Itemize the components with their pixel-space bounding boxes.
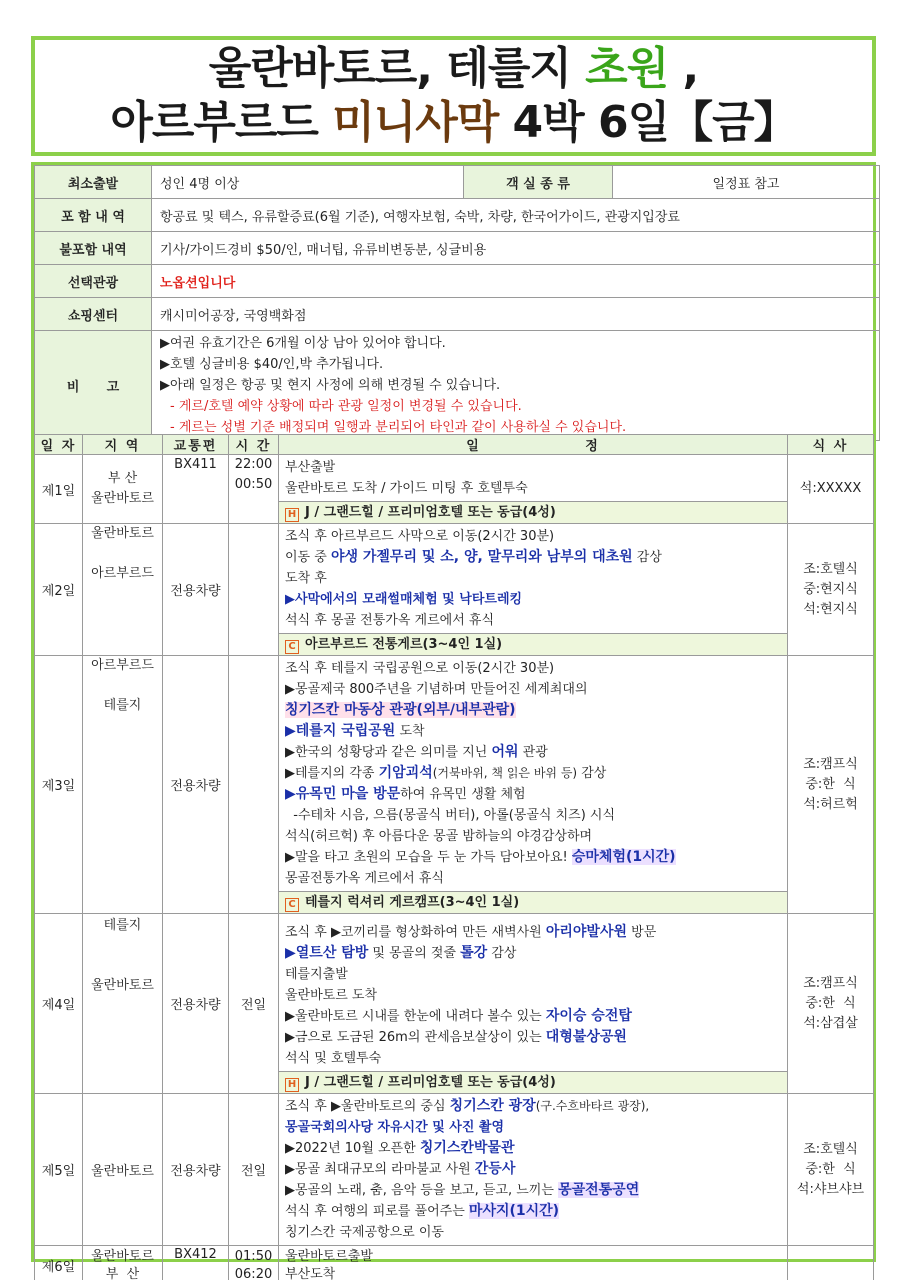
text: 감상 [487, 946, 517, 961]
time-value: 22:00 [234, 457, 273, 472]
info-table [34, 165, 880, 441]
note-value [152, 331, 880, 441]
info-section [31, 162, 876, 434]
highlight-text: ▶유목민 마을 방문 [285, 786, 401, 802]
incl-label: 포 함 내 역 [35, 199, 152, 232]
area-name: 울란바토르 [91, 978, 154, 993]
highlight-text: 마사지(1시간) [468, 1203, 560, 1219]
highlight-text: 간등사 [474, 1161, 516, 1177]
trans-cell: BX411 [163, 455, 229, 524]
area-cell: 울란바토르 [83, 1094, 163, 1246]
day-label: 제1일 [35, 455, 83, 524]
trans-cell: BX412 [163, 1246, 229, 1280]
text: 관광 [518, 745, 548, 760]
itinerary-line: 몽골전통가옥 게르에서 휴식 [285, 871, 444, 886]
time-cell [229, 656, 279, 914]
day-row-4 [35, 914, 874, 1094]
text: 하여 유목민 생활 체험 [400, 787, 526, 802]
hotel-name: 아르부르드 전통게르(3~4인 1실) [305, 637, 503, 652]
meal-line: 중:한 식 [805, 995, 856, 1011]
trans-cell: 전용차량 [163, 524, 229, 656]
day-row-2 [35, 524, 874, 656]
itinerary-line: 칭기스칸 국제공항으로 이동 [285, 1225, 444, 1240]
meal-cell [788, 1094, 874, 1246]
trans-cell: 전용차량 [163, 914, 229, 1094]
excl-label: 불포함 내역 [35, 232, 152, 265]
highlight-text: 야생 가젤무리 및 소, 양, 말무리와 남부의 대초원 [330, 549, 633, 565]
itinerary-line-highlight: ▶사막에서의 모래썰매체험 및 낙타트레킹 [285, 592, 523, 607]
highlight-text: 아리야발사원 [545, 924, 627, 940]
itinerary-line [285, 547, 781, 568]
itinerary-line [285, 721, 781, 742]
itinerary-line [285, 742, 781, 763]
day-label: 제5일 [35, 1094, 83, 1246]
time-cell: 전일 [229, 914, 279, 1094]
itinerary-line [285, 1006, 781, 1027]
room-value: 일정표 참고 [613, 166, 880, 199]
itinerary-line: ▶몽골제국 800주년을 기념하며 만들어진 세계최대의 [285, 682, 588, 697]
time-cell [229, 1246, 279, 1280]
itinerary-text [279, 1248, 787, 1280]
highlight-text: 대형불상공원 [545, 1029, 627, 1045]
itinerary-line: 석식 후 몽골 전통가옥 게르에서 휴식 [285, 613, 495, 628]
note-line-red: - 게르/호텔 예약 상황에 따라 관광 일정이 변경될 수 있습니다. [170, 399, 522, 414]
itinerary-line [285, 943, 781, 964]
itinerary-line [285, 922, 781, 943]
hotel-name: 테를지 럭셔리 게르캠프(3~4인 1실) [305, 895, 520, 910]
itinerary-text [279, 455, 787, 501]
meal-line: 중:한 식 [805, 1161, 856, 1177]
note-line-red: - 게르는 성별 기준 배정되며 일행과 분리되어 타인과 같이 사용하실 수 있습니다. [170, 420, 627, 435]
itinerary-cell [279, 914, 788, 1094]
time-value: 06:20 [234, 1266, 273, 1280]
itinerary-line [285, 1180, 781, 1201]
info-row-excl [35, 232, 880, 265]
itinerary-line [285, 763, 781, 784]
note-label: 비 고 [35, 331, 152, 441]
itinerary-line: 조식 후 아르부르드 사막으로 이동(2시간 30분) [285, 529, 555, 544]
time-cell [229, 524, 279, 656]
text: 조식 후 ▶코끼리를 형상화하여 만든 새벽사원 [285, 925, 546, 940]
itinerary-line: 부산도착 [285, 1266, 336, 1280]
info-row-note [35, 331, 880, 441]
itinerary-line: 울란바토르 도착 / 가이드 미팅 후 호텔투숙 [285, 481, 528, 496]
text: (구.수흐바타르 광장), [535, 1099, 650, 1113]
itinerary-cell [279, 1246, 788, 1280]
info-row-shop [35, 298, 880, 331]
incl-value: 항공료 및 텍스, 유류할증료(6월 기준), 여행자보험, 숙박, 차량, 한국어가이드, 관광지입장료 [152, 199, 880, 232]
itinerary-line [285, 700, 781, 721]
time-value: 00:50 [234, 477, 273, 492]
meal-line: 중:한 식 [805, 776, 856, 792]
hotel-row [279, 501, 787, 523]
area-name: 테를지 [103, 698, 142, 713]
shop-label: 쇼핑센터 [35, 298, 152, 331]
header-itinerary: 일 정 [279, 435, 788, 455]
note-line: ▶아래 일정은 항공 및 현지 사정에 의해 변경될 수 있습니다. [160, 378, 501, 393]
itinerary-cell [279, 455, 788, 524]
itinerary-line: -수테차 시음, 으름(몽골식 버터), 아롤(몽골식 치즈) 시식 [285, 808, 616, 823]
area-cell [83, 455, 163, 524]
highlight-text: 기암괴석 [378, 765, 433, 781]
highlight-text: 어워 [491, 744, 519, 760]
text: (거북바위, 책 읽은 바위 등) [432, 766, 578, 780]
meal-line: 석:현지식 [803, 601, 858, 617]
meal-line: 중:현지식 [803, 581, 858, 597]
meal-line: 조:캠프식 [803, 975, 858, 991]
text: 방문 [627, 925, 657, 940]
text: ▶금으로 도금된 26m의 관세음보살상이 있는 [285, 1030, 546, 1045]
highlight-text: 칭기즈칸 마동상 관광(외부/내부관람) [285, 702, 516, 718]
meal-line: 석:샤브샤브 [796, 1181, 865, 1197]
title-text: 4박 6일【금】 [498, 97, 797, 148]
highlight-text: 톨강 [460, 945, 488, 961]
text: 이동 중 [285, 550, 331, 565]
itinerary-line [285, 784, 781, 805]
text: ▶한국의 성황당과 같은 의미를 지닌 [285, 745, 492, 760]
highlight-text: ▶열트산 탐방 [285, 945, 369, 961]
area-cell [83, 914, 163, 1094]
itinerary-line: 도착 후 [285, 571, 327, 586]
hotel-icon: H [285, 1078, 299, 1092]
text: 감상 [632, 550, 662, 565]
header-trans: 교통편 [163, 435, 229, 455]
itinerary-line: 석식(허르헉) 후 아름다운 몽골 밤하늘의 야경감상하며 [285, 829, 593, 844]
camp-icon: C [285, 898, 299, 912]
header-day: 일 자 [35, 435, 83, 455]
day-row-6 [35, 1246, 874, 1280]
area-cell [83, 1246, 163, 1280]
camp-icon: C [285, 640, 299, 654]
text: 및 몽골의 젖줄 [368, 946, 461, 961]
highlight-text: 자이승 승전탑 [545, 1008, 632, 1024]
highlight-text: 몽골전통공연 [558, 1182, 640, 1198]
area-cell [83, 524, 163, 656]
text: ▶울란바토르 시내를 한눈에 내려다 볼수 있는 [285, 1009, 546, 1024]
opt-value: 노옵션입니다 [152, 265, 880, 298]
info-row-opt [35, 265, 880, 298]
time-value: 01:50 [234, 1248, 273, 1264]
itinerary-cell [279, 524, 788, 656]
hotel-row [279, 1071, 787, 1093]
area-cell [83, 656, 163, 914]
itinerary-text [279, 914, 787, 1071]
title-box [31, 36, 876, 156]
excl-value: 기사/가이드경비 $50/인, 매너팁, 유류비변동분, 싱글비용 [152, 232, 880, 265]
itinerary-cell [279, 656, 788, 914]
highlight-text: 승마체험(1시간) [571, 849, 676, 865]
area-name: 테를지 [103, 918, 142, 933]
note-line: ▶호텔 싱글비용 $40/인,박 추가됩니다. [160, 357, 384, 372]
text: ▶말을 타고 초원의 모습을 두 눈 가득 담아보아요! [285, 850, 572, 865]
day-row-1 [35, 455, 874, 524]
trans-cell: 전용차량 [163, 656, 229, 914]
meal-cell [788, 1246, 874, 1280]
day-label: 제3일 [35, 656, 83, 914]
text: ▶몽골 최대규모의 라마불교 사원 [285, 1162, 475, 1177]
itinerary-line: 조식 후 테를지 국립공원으로 이동(2시간 30분) [285, 661, 555, 676]
itinerary-line [285, 1027, 781, 1048]
min-label: 최소출발 [35, 166, 152, 199]
day-label: 제2일 [35, 524, 83, 656]
itinerary-line: 석식 및 호텔투숙 [285, 1051, 382, 1066]
room-label: 객 실 종 류 [464, 166, 613, 199]
note-line: ▶여권 유효기간은 6개월 이상 남아 있어야 합니다. [160, 336, 446, 351]
itinerary-line: 테를지출발 [285, 967, 348, 982]
itinerary-line [285, 1201, 781, 1222]
text: ▶2022년 10월 오픈한 [285, 1141, 420, 1156]
schedule-table [34, 434, 874, 1280]
info-row-incl [35, 199, 880, 232]
time-cell [229, 455, 279, 524]
hotel-row [279, 891, 787, 913]
hotel-name: J / 그랜드힐 / 프리미엄호텔 또는 동급(4성) [305, 1075, 556, 1090]
itinerary-cell [279, 1094, 788, 1246]
title-highlight-brown: 미니사막 [332, 97, 499, 148]
text: 조식 후 ▶울란바토르의 중심 [285, 1099, 450, 1114]
min-value: 성인 4명 이상 [152, 166, 464, 199]
meal-line: 조:호텔식 [803, 561, 858, 577]
meal-cell [788, 914, 874, 1094]
itinerary-line [285, 1096, 781, 1117]
text: 석식 후 여행의 피로를 풀어주는 [285, 1204, 469, 1219]
itinerary-text [279, 656, 787, 891]
day-row-3 [35, 656, 874, 914]
itinerary-line: 부산출발 [285, 460, 336, 475]
opt-label: 선택관광 [35, 265, 152, 298]
itinerary-text [279, 1094, 787, 1245]
title-text: 울란바토르, 테를지 [208, 43, 586, 94]
itinerary-text [279, 524, 787, 633]
area-name: 울란바토르 [91, 491, 154, 506]
meal-line: 석:허르헉 [803, 796, 858, 812]
day-label: 제6일 [35, 1246, 83, 1280]
title-text: 아르부르드 [110, 97, 333, 148]
hotel-row [279, 633, 787, 655]
itinerary-line [285, 1138, 781, 1159]
itinerary-line [285, 847, 781, 868]
title-highlight-green: 초원 [585, 43, 669, 94]
title-text: , [668, 43, 699, 94]
hotel-name: J / 그랜드힐 / 프리미엄호텔 또는 동급(4성) [305, 505, 556, 520]
title-line-2 [110, 96, 796, 150]
time-cell: 전일 [229, 1094, 279, 1246]
area-name: 울란바토르 [91, 1248, 154, 1264]
hotel-icon: H [285, 508, 299, 522]
title-line-1 [209, 42, 698, 96]
text: ▶몽골의 노래, 춤, 음악 등을 보고, 듣고, 느끼는 [285, 1183, 559, 1198]
highlight-text: 칭기스칸 광장 [449, 1098, 536, 1114]
area-name: 아르부르드 [91, 566, 154, 581]
highlight-text: 칭기스칸박물관 [419, 1140, 515, 1156]
day-row-5 [35, 1094, 874, 1246]
highlight-text: ▶테를지 국립공원 [285, 723, 396, 739]
trans-cell: 전용차량 [163, 1094, 229, 1246]
itinerary-line: 울란바토르출발 [285, 1248, 373, 1264]
schedule-section [31, 434, 876, 1280]
area-name: 울란바토르 [91, 526, 154, 541]
area-name: 아르부르드 [91, 658, 154, 673]
shop-value: 캐시미어공장, 국영백화점 [152, 298, 880, 331]
area-name: 부 산 [107, 471, 138, 486]
itinerary-line-highlight: 몽골국회의사당 자유시간 및 사진 촬영 [285, 1120, 505, 1135]
text: 도착 [395, 724, 425, 739]
meal-line: 조:호텔식 [803, 1141, 858, 1157]
header-meal: 식 사 [788, 435, 874, 455]
meal-cell: 석:XXXXX [788, 455, 874, 524]
itinerary-line: 울란바토르 도착 [285, 988, 378, 1003]
day-label: 제4일 [35, 914, 83, 1094]
info-row-min [35, 166, 880, 199]
meal-cell [788, 656, 874, 914]
meal-line: 조:캠프식 [803, 756, 858, 772]
area-name: 부 산 [105, 1266, 140, 1280]
header-time: 시 간 [229, 435, 279, 455]
schedule-header [35, 435, 874, 455]
header-area: 지 역 [83, 435, 163, 455]
text: ▶테를지의 각종 [285, 766, 379, 781]
meal-cell [788, 524, 874, 656]
itinerary-line [285, 1159, 781, 1180]
meal-line: 석:삼겹살 [803, 1015, 858, 1031]
text: 감상 [577, 766, 607, 781]
